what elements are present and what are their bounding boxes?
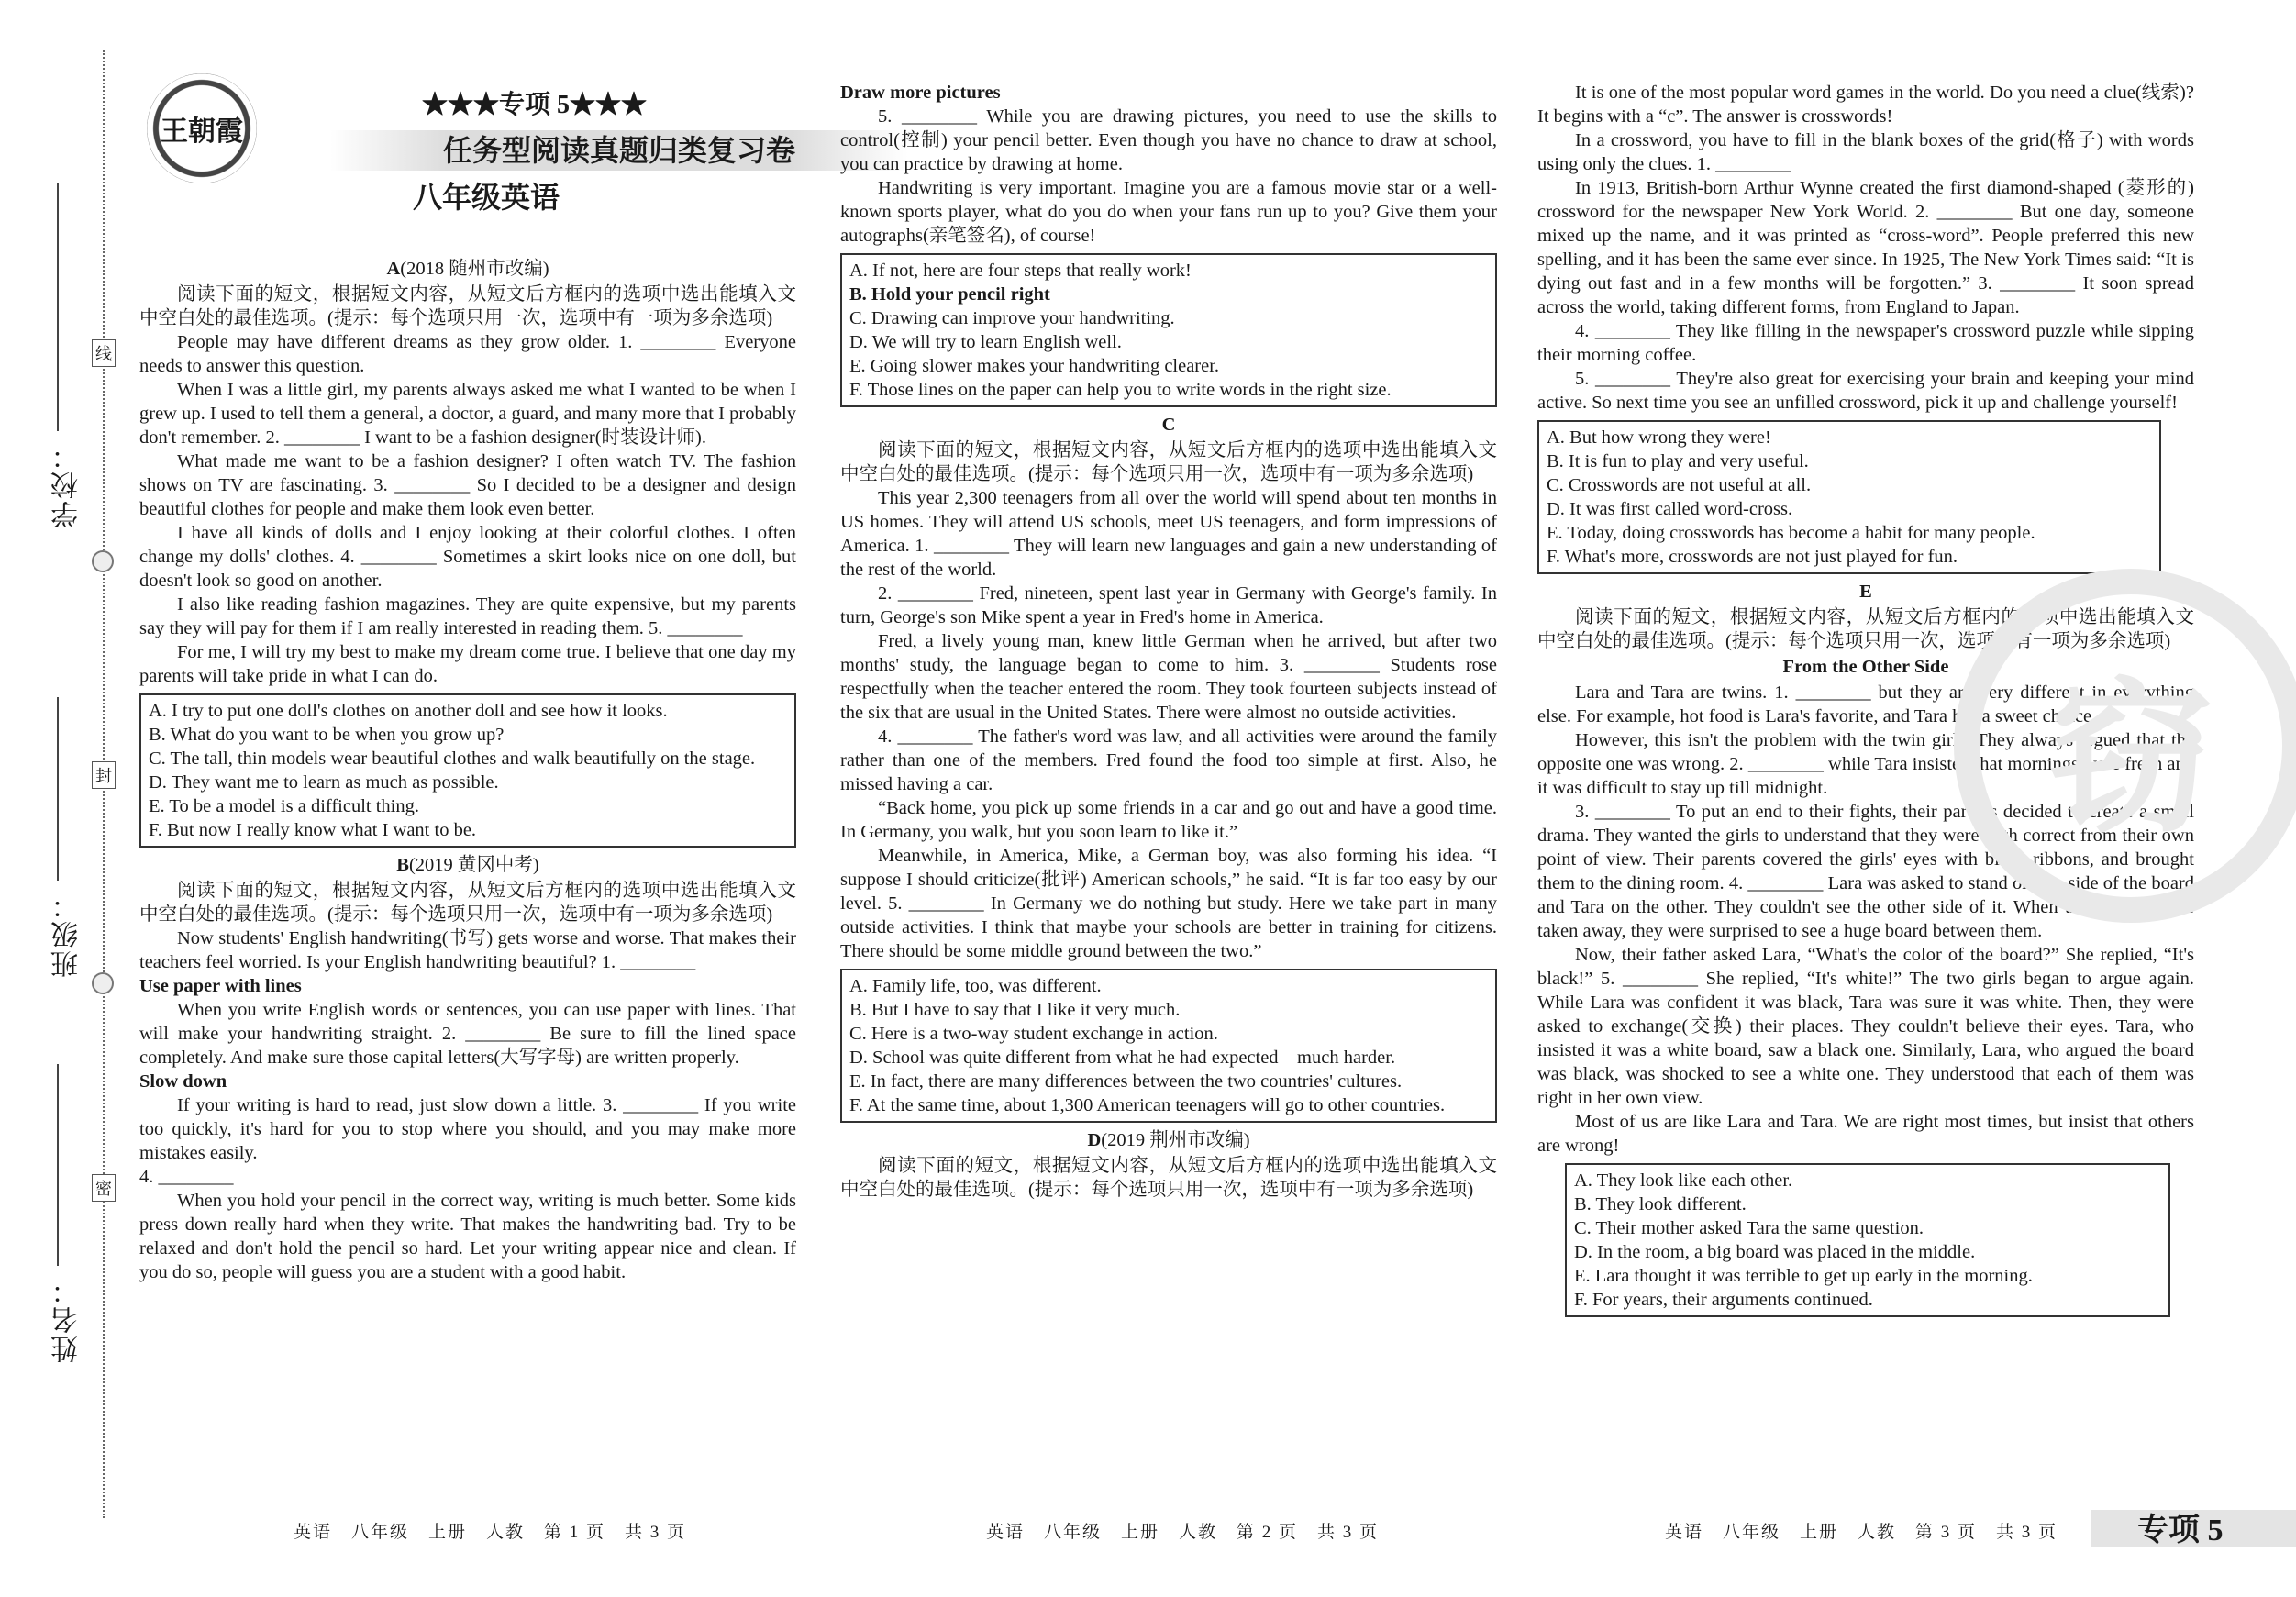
paragraph: I have all kinds of dolls and I enjoy looking at their colorful clothes. I often change my dolls' clothes. 4. ________ Sometimes a skirt looks nice on one doll, but doesn't look so good on another.	[139, 523, 796, 591]
binding-ring	[92, 550, 114, 572]
paragraph: People may have different dreams as they grow older. 1. ________ Everyone needs to answer this question.	[139, 332, 796, 376]
option: B. What do you want to be when you grow up?	[149, 725, 505, 745]
option: C. The tall, thin models wear beautiful clothes and walk beautifully on the stage.	[149, 749, 756, 769]
seal-char-line: 线	[92, 339, 116, 367]
footer-page-1: 英语 八年级 上册 人教 第 1 页 共 3 页	[294, 1523, 687, 1542]
option: F. For years, their arguments continued.	[1574, 1290, 1873, 1310]
paragraph: When I was a little girl, my parents always asked me what I wanted to be when I grew up. I used to tell them a general, a doctor, a guard, and many more that I probably don't remember. 2. ________ I want to be a fashion designer(时装设计师).	[139, 380, 796, 448]
paragraph: 2. ________ Fred, nineteen, spent last year in Germany with George's family. In turn, George's son Mike spent a year in Fred's home in America.	[840, 583, 1497, 627]
option: A. If not, here are four steps that really work!	[849, 261, 1192, 281]
paragraph: I also like reading fashion magazines. They are quite expensive, but my parents say they will pay for them if I am really interested in reading them. 5. ________	[139, 594, 796, 638]
option: D. We will try to learn English well.	[849, 332, 1122, 352]
column-1	[139, 255, 796, 1284]
special-label: ★★★专项 5★★★	[422, 91, 648, 119]
paragraph: Fred, a lively young man, knew little German when he arrived, but after two months' study, the language began to come to him. 3. ________ Students rose respectfully when the teacher entered the room. They took fourteen subjects instead of the six that are usual in the United States. There were almost no outside activities.	[840, 631, 1497, 723]
paragraph: Lara and Tara are twins. 1. ________ but they are very different in everything else. For example, hot food is Lara's favorite, and Tara has a sweet choice.	[1537, 682, 2194, 726]
option: A. They look like each other.	[1574, 1170, 1793, 1191]
paragraph: 5. ________ They're also great for exercising your brain and keeping your mind active. So next time you see an unfilled crossword, pick it up and challenge yourself!	[1537, 369, 2194, 413]
paragraph: 3. ________ To put an end to their fights, their parents decided to create a small drama. They wanted the girls to understand that they were both correct from their own point of view. Their parents covered the girls' eyes with black ribbons, and brought them to the dining room. 4. ________ Lara was asked to stand on one side of the board and Tara on the other. They couldn't see the other side of it. When the ribbons were taken away, they were surprised to see a huge board between them.	[1537, 802, 2194, 941]
options-box	[840, 253, 1497, 407]
blank-4: 4. ________	[139, 1167, 234, 1187]
main-title: 任务型阅读真题归类复习卷	[330, 130, 908, 171]
paragraph: What made me want to be a fashion designer? I often watch TV. The fashion shows on TV are fascinating. 3. ________ So I decided to be a designer and design beautiful clothes for people and make them look even better.	[139, 451, 796, 519]
option: E. To be a model is a difficult thing.	[149, 796, 420, 816]
paragraph: However, this isn't the problem with the twin girls. They always argued that the opposite one was wrong. 2. ________ while Tara insisted that mornings were fresh and it was difficult to stay up till midnight.	[1537, 730, 2194, 798]
paragraph: When you write English words or sentences, you can use paper with lines. That will make your handwriting straight. 2. ________ Be sure to fill the lined space completely. And make sure those capital letters(大写字母) are written properly.	[139, 1000, 796, 1068]
paragraph: If your writing is hard to read, just slow down a little. 3. ________ If you write too quickly, it's hard for you to stop where you should, and you may make more mistakes easily.	[139, 1095, 796, 1163]
paragraph: Handwriting is very important. Imagine you are a famous movie star or a well-known sports player, what do you do when your fans run up to you? Give them your autographs(亲笔签名), of course!	[840, 178, 1497, 246]
name-field[interactable]	[57, 1064, 59, 1266]
instruction: 阅读下面的短文，根据短文内容，从短文后方框内的选项中选出能填入文中空白处的最佳选项。(提示：每个选项只用一次，选项中有一项为多余选项)	[1537, 607, 2194, 651]
option: D. They want me to learn as much as possible.	[149, 772, 499, 793]
paragraph: For me, I will try my best to make my dream come true. I believe that one day my parents will take pride in what I can do.	[139, 642, 796, 686]
paragraph: In 1913, British-born Arthur Wynne created the first diamond-shaped (菱形的) crossword for the newspaper New York World. 2. ________ But one day, someone mixed up the name, and it was printed as “cross-word”. People preferred this new spelling, and it has been the same ever since. In 1925, The New York Times said: “It is dying out fast and in a few months will be forgotten.” 3. ________ It soon spread across the world, taking different forms, from England to Japan.	[1537, 178, 2194, 317]
paragraph: When you hold your pencil in the correct way, writing is much better. Some kids press down really hard when they write. That makes the handwriting bad. Try to be relaxed and don't hold the pencil so hard. Let your writing appear nice and clean. If you do so, people will guess you are a student with a good habit.	[139, 1191, 796, 1282]
option: E. Going slower makes your handwriting clearer.	[849, 356, 1220, 376]
binding-ring	[92, 972, 114, 994]
binding-margin	[0, 0, 138, 1597]
option: F. What's more, crosswords are not just played for fun.	[1547, 547, 1958, 567]
section-c-heading: C	[1161, 415, 1176, 435]
paragraph: It is one of the most popular word games in the world. Do you need a clue(线索)? It begins with a “c”. The answer is crosswords!	[1537, 83, 2194, 127]
class-field[interactable]	[57, 697, 59, 881]
subheading: Draw more pictures	[840, 83, 1001, 103]
option: D. In the room, a big board was placed in the middle.	[1574, 1242, 1976, 1262]
option: F. But now I really know what I want to be.	[149, 820, 477, 840]
instruction: 阅读下面的短文，根据短文内容，从短文后方框内的选项中选出能填入文中空白处的最佳选项。(提示：每个选项只用一次，选项中有一项为多余选项)	[840, 1156, 1497, 1200]
option: E. In fact, there are many differences between the two countries' cultures.	[849, 1071, 1403, 1092]
instruction: 阅读下面的短文，根据短文内容，从短文后方框内的选项中选出能填入文中空白处的最佳选项。(提示：每个选项只用一次，选项中有一项为多余选项)	[840, 440, 1497, 484]
paragraph: 4. ________ They like filling in the newspaper's crossword puzzle while sipping their morning coffee.	[1537, 321, 2194, 365]
section-e-heading: E	[1859, 582, 1872, 602]
column-2	[840, 81, 1497, 1202]
footer-tag: 专项 5	[2137, 1514, 2224, 1547]
option: F. Those lines on the paper can help you to write words in the right size.	[849, 380, 1392, 400]
passage-title: From the Other Side	[1782, 657, 1949, 677]
option: A. Family life, too, was different.	[849, 976, 1102, 996]
footer-page-3: 英语 八年级 上册 人教 第 3 页 共 3 页	[1665, 1523, 2058, 1542]
watermark-char: 窃	[2047, 670, 2213, 852]
paragraph: Most of us are like Lara and Tara. We are right most times, but insist that others are wrong!	[1537, 1112, 2194, 1156]
watermark-stamp	[1954, 569, 2296, 923]
section-a-heading: A(2018 随州市改编)	[386, 259, 549, 279]
seal-char-secret: 密	[92, 1174, 116, 1202]
paragraph: Now, their father asked Lara, “What's the color of the board?” She replied, “It's black!” 5. ________ She replied, “It's white!” The two girls began to argue again. While Lara was confident it was black, Tara was sure it was white. Then, they were asked to exchange(交换) their places. They couldn't believe their eyes. Tara, who insisted it was a white board, saw a black one. Similarly, Lara, who argued the board was black, was shocked to see a white one. They understood that each of them was right in her own view.	[1537, 945, 2194, 1108]
section-d-heading: D(2019 荆州市改编)	[1087, 1130, 1250, 1150]
option: E. Lara thought it was terrible to get up early in the morning.	[1574, 1266, 2033, 1286]
option: D. It was first called word-cross.	[1547, 499, 1793, 519]
school-field[interactable]	[57, 183, 59, 431]
footer-page-2: 英语 八年级 上册 人教 第 2 页 共 3 页	[986, 1523, 1380, 1542]
options-box	[840, 969, 1497, 1123]
option: A. But how wrong they were!	[1547, 427, 1771, 448]
option: C. Drawing can improve your handwriting.	[849, 308, 1175, 328]
name-label: 姓名：	[52, 1275, 83, 1363]
paragraph: Meanwhile, in America, Mike, a German boy, was also forming his idea. “I suppose I should criticize(批评) American schools,” he said. “It is far too easy by our level. 5. ________ In Germany we do nothing but study. Here we take part in many outside activities. I think that maybe your schools are better in training for citizens. There should be some middle ground between the two.”	[840, 846, 1497, 961]
option: B. Hold your pencil right	[849, 284, 1050, 305]
option: B. It is fun to play and very useful.	[1547, 451, 1809, 471]
paragraph: Now students' English handwriting(书写) gets worse and worse. That makes their teachers feel worried. Is your English handwriting beautiful? 1. ________	[139, 928, 796, 972]
option: C. Here is a two-way student exchange in action.	[849, 1024, 1218, 1044]
options-box	[1565, 1163, 2170, 1317]
school-label: 学校：	[52, 440, 83, 528]
subheading: Slow down	[139, 1071, 227, 1092]
paragraph: In a crossword, you have to fill in the blank boxes of the grid(格子) with words using only the clues. 1. ________	[1537, 130, 2194, 174]
options-box	[139, 693, 796, 848]
instruction: 阅读下面的短文，根据短文内容，从短文后方框内的选项中选出能填入文中空白处的最佳选项。(提示：每个选项只用一次，选项中有一项为多余选项)	[139, 284, 796, 328]
page-header	[138, 64, 798, 220]
option: C. Their mother asked Tara the same question.	[1574, 1218, 1924, 1238]
options-box	[1537, 420, 2161, 574]
instruction: 阅读下面的短文，根据短文内容，从短文后方框内的选项中选出能填入文中空白处的最佳选项。(提示：每个选项只用一次，选项中有一项为多余选项)	[139, 881, 796, 925]
option: E. Today, doing crosswords has become a habit for many people.	[1547, 523, 2035, 543]
option: C. Crosswords are not useful at all.	[1547, 475, 1812, 495]
option: A. I try to put one doll's clothes on another doll and see how it looks.	[149, 701, 668, 721]
seal-char-seal: 封	[92, 761, 116, 789]
paragraph: 5. ________ While you are drawing pictures, you need to use the skills to control(控制) your pencil better. Even though you have no chance to draw at school, you can practice by drawing at home.	[840, 106, 1497, 174]
option: B. But I have to say that I like it very much.	[849, 1000, 1181, 1020]
paragraph: 4. ________ The father's word was law, and all activities were around the family rather than one of the members. Fred found the food too simple at first. Also, he missed having a car.	[840, 726, 1497, 794]
subtitle: 八年级英语	[413, 180, 560, 215]
class-label: 班级：	[52, 890, 83, 978]
option: B. They look different.	[1574, 1194, 1747, 1214]
subheading: Use paper with lines	[139, 976, 302, 996]
option: D. School was quite different from what he had expected—much harder.	[849, 1048, 1396, 1068]
option: F. At the same time, about 1,300 American teenagers will go to other countries.	[849, 1095, 1446, 1115]
paragraph: “Back home, you pick up some friends in a car and go out and have a good time. In Germany, you walk, but you soon learn to like it.”	[840, 798, 1497, 842]
paragraph: This year 2,300 teenagers from all over the world will spend about ten months in US homes. They will attend US schools, meet US teenagers, and form impressions of America. 1. ________ They will learn new languages and gain a new understanding of the rest of the world.	[840, 488, 1497, 580]
brand-logo: 王朝霞	[147, 73, 257, 183]
section-b-heading: B(2019 黄冈中考)	[396, 855, 539, 875]
